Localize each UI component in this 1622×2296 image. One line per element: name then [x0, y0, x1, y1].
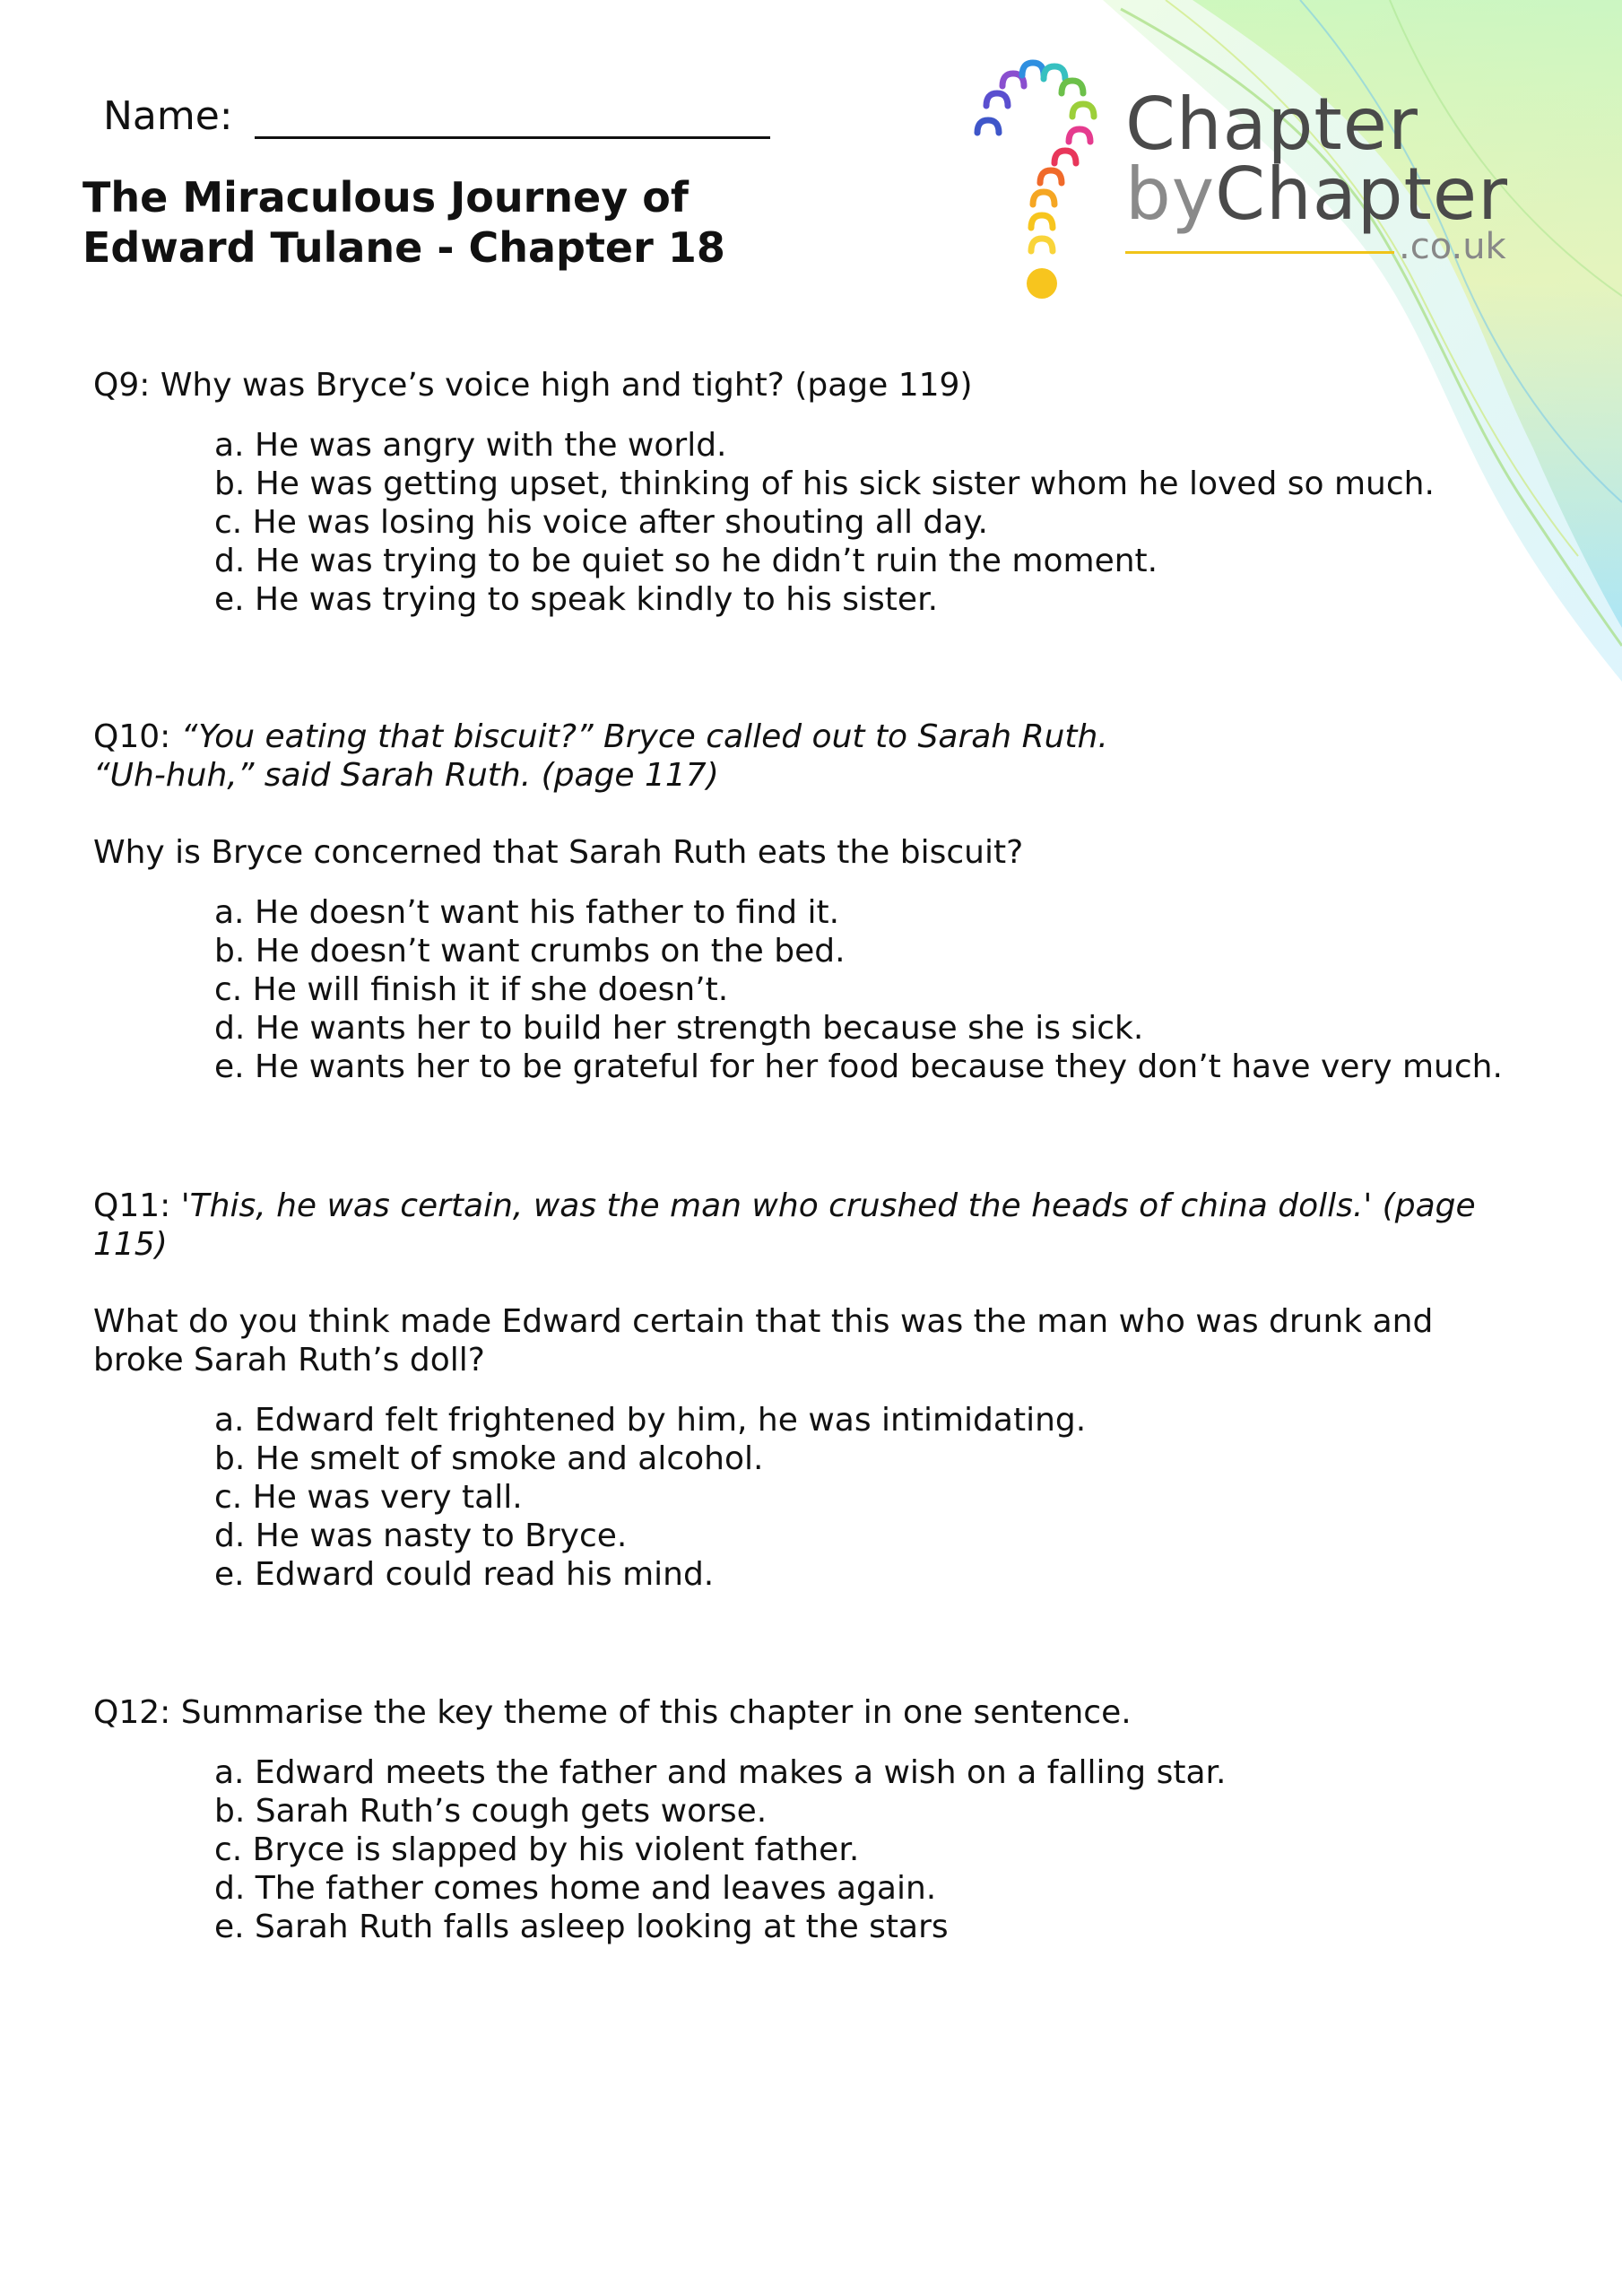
question-text: Why was Bryce’s voice high and tight? (page 119) [160, 367, 973, 404]
question-12 [93, 1693, 1528, 1946]
answer-option: c. He will finish it if she doesn’t. [214, 971, 729, 1008]
question-text: What do you think made Edward certain that this was the man who was drunk and [93, 1303, 1434, 1340]
chapter-by-chapter-logo [1125, 83, 1508, 267]
answer-option: c. He was losing his voice after shouting all day. [214, 504, 988, 541]
question-label: Q11: [93, 1187, 171, 1224]
quote-line: 115) [93, 1226, 168, 1263]
question-label: Q9: [93, 367, 151, 404]
question-text: Why is Bryce concerned that Sarah Ruth eats the biscuit? [93, 834, 1024, 871]
answer-option: b. Sarah Ruth’s cough gets worse. [214, 1793, 768, 1830]
answer-option: c. Bryce is slapped by his violent father. [214, 1831, 860, 1868]
answer-option: d. The father comes home and leaves again. [214, 1870, 937, 1907]
question-text: Summarise the key theme of this chapter in one sentence. [180, 1694, 1132, 1731]
logo-line-2 [1125, 152, 1508, 236]
answer-options [214, 1401, 1528, 1594]
name-field [103, 91, 770, 139]
question-stem [93, 1693, 1528, 1732]
answer-option: b. He doesn’t want crumbs on the bed. [214, 933, 846, 970]
logo-word-by: by [1125, 152, 1216, 236]
answer-option: b. He was getting upset, thinking of his sick sister whom he loved so much. [214, 465, 1435, 502]
question-quote [93, 718, 1528, 756]
answer-option: a. He was angry with the world. [214, 427, 727, 464]
answer-option: d. He was trying to be quiet so he didn’t ruin the moment. [214, 543, 1158, 579]
question-mark-books-logo-icon [959, 52, 1121, 308]
logo-word-chapter-2: Chapter [1215, 152, 1508, 236]
answer-option: a. Edward felt frightened by him, he was intimidating. [214, 1402, 1087, 1439]
quote-line: “Uh-huh,” said Sarah Ruth. (page 117) [93, 757, 719, 794]
question-label: Q10: [93, 718, 171, 755]
quote-line: “You eating that biscuit?” Bryce called out to Sarah Ruth. [180, 718, 1108, 755]
answer-option: c. He was very tall. [214, 1479, 523, 1516]
title-line-1: The Miraculous Journey of [82, 173, 689, 222]
question-text: broke Sarah Ruth’s doll? [93, 1342, 485, 1378]
answer-option: a. Edward meets the father and makes a wish on a falling star. [214, 1754, 1227, 1791]
title-line-2: Edward Tulane - Chapter 18 [82, 223, 725, 272]
logo-word-chapter: Chapter [1125, 83, 1418, 166]
answer-option: d. He wants her to build her strength because she is sick. [214, 1010, 1144, 1047]
answer-options [214, 426, 1528, 619]
question-10 [93, 718, 1528, 1086]
quote-line: 'This, he was certain, was the man who crushed the heads of china dolls.' (page [180, 1187, 1476, 1224]
answer-option: a. He doesn’t want his father to find it. [214, 894, 840, 931]
name-blank-line[interactable] [255, 91, 770, 139]
answer-options [214, 893, 1528, 1086]
name-label: Name: [103, 93, 233, 139]
answer-option: e. He was trying to speak kindly to his sister. [214, 581, 939, 618]
question-9 [93, 366, 1528, 619]
answer-options [214, 1753, 1528, 1946]
worksheet-title [82, 172, 725, 273]
question-stem [93, 366, 1528, 404]
logo-domain: .co.uk [1399, 226, 1506, 267]
question-11 [93, 1187, 1528, 1594]
answer-option: e. He wants her to be grateful for her food because they don’t have very much. [214, 1048, 1503, 1085]
answer-option: e. Sarah Ruth falls asleep looking at the stars [214, 1909, 949, 1945]
answer-option: b. He smelt of smoke and alcohol. [214, 1440, 764, 1477]
answer-option: e. Edward could read his mind. [214, 1556, 715, 1593]
answer-option: d. He was nasty to Bryce. [214, 1518, 628, 1554]
question-quote [93, 1187, 1528, 1225]
logo-underline [1125, 251, 1394, 254]
question-label: Q12: [93, 1694, 171, 1731]
